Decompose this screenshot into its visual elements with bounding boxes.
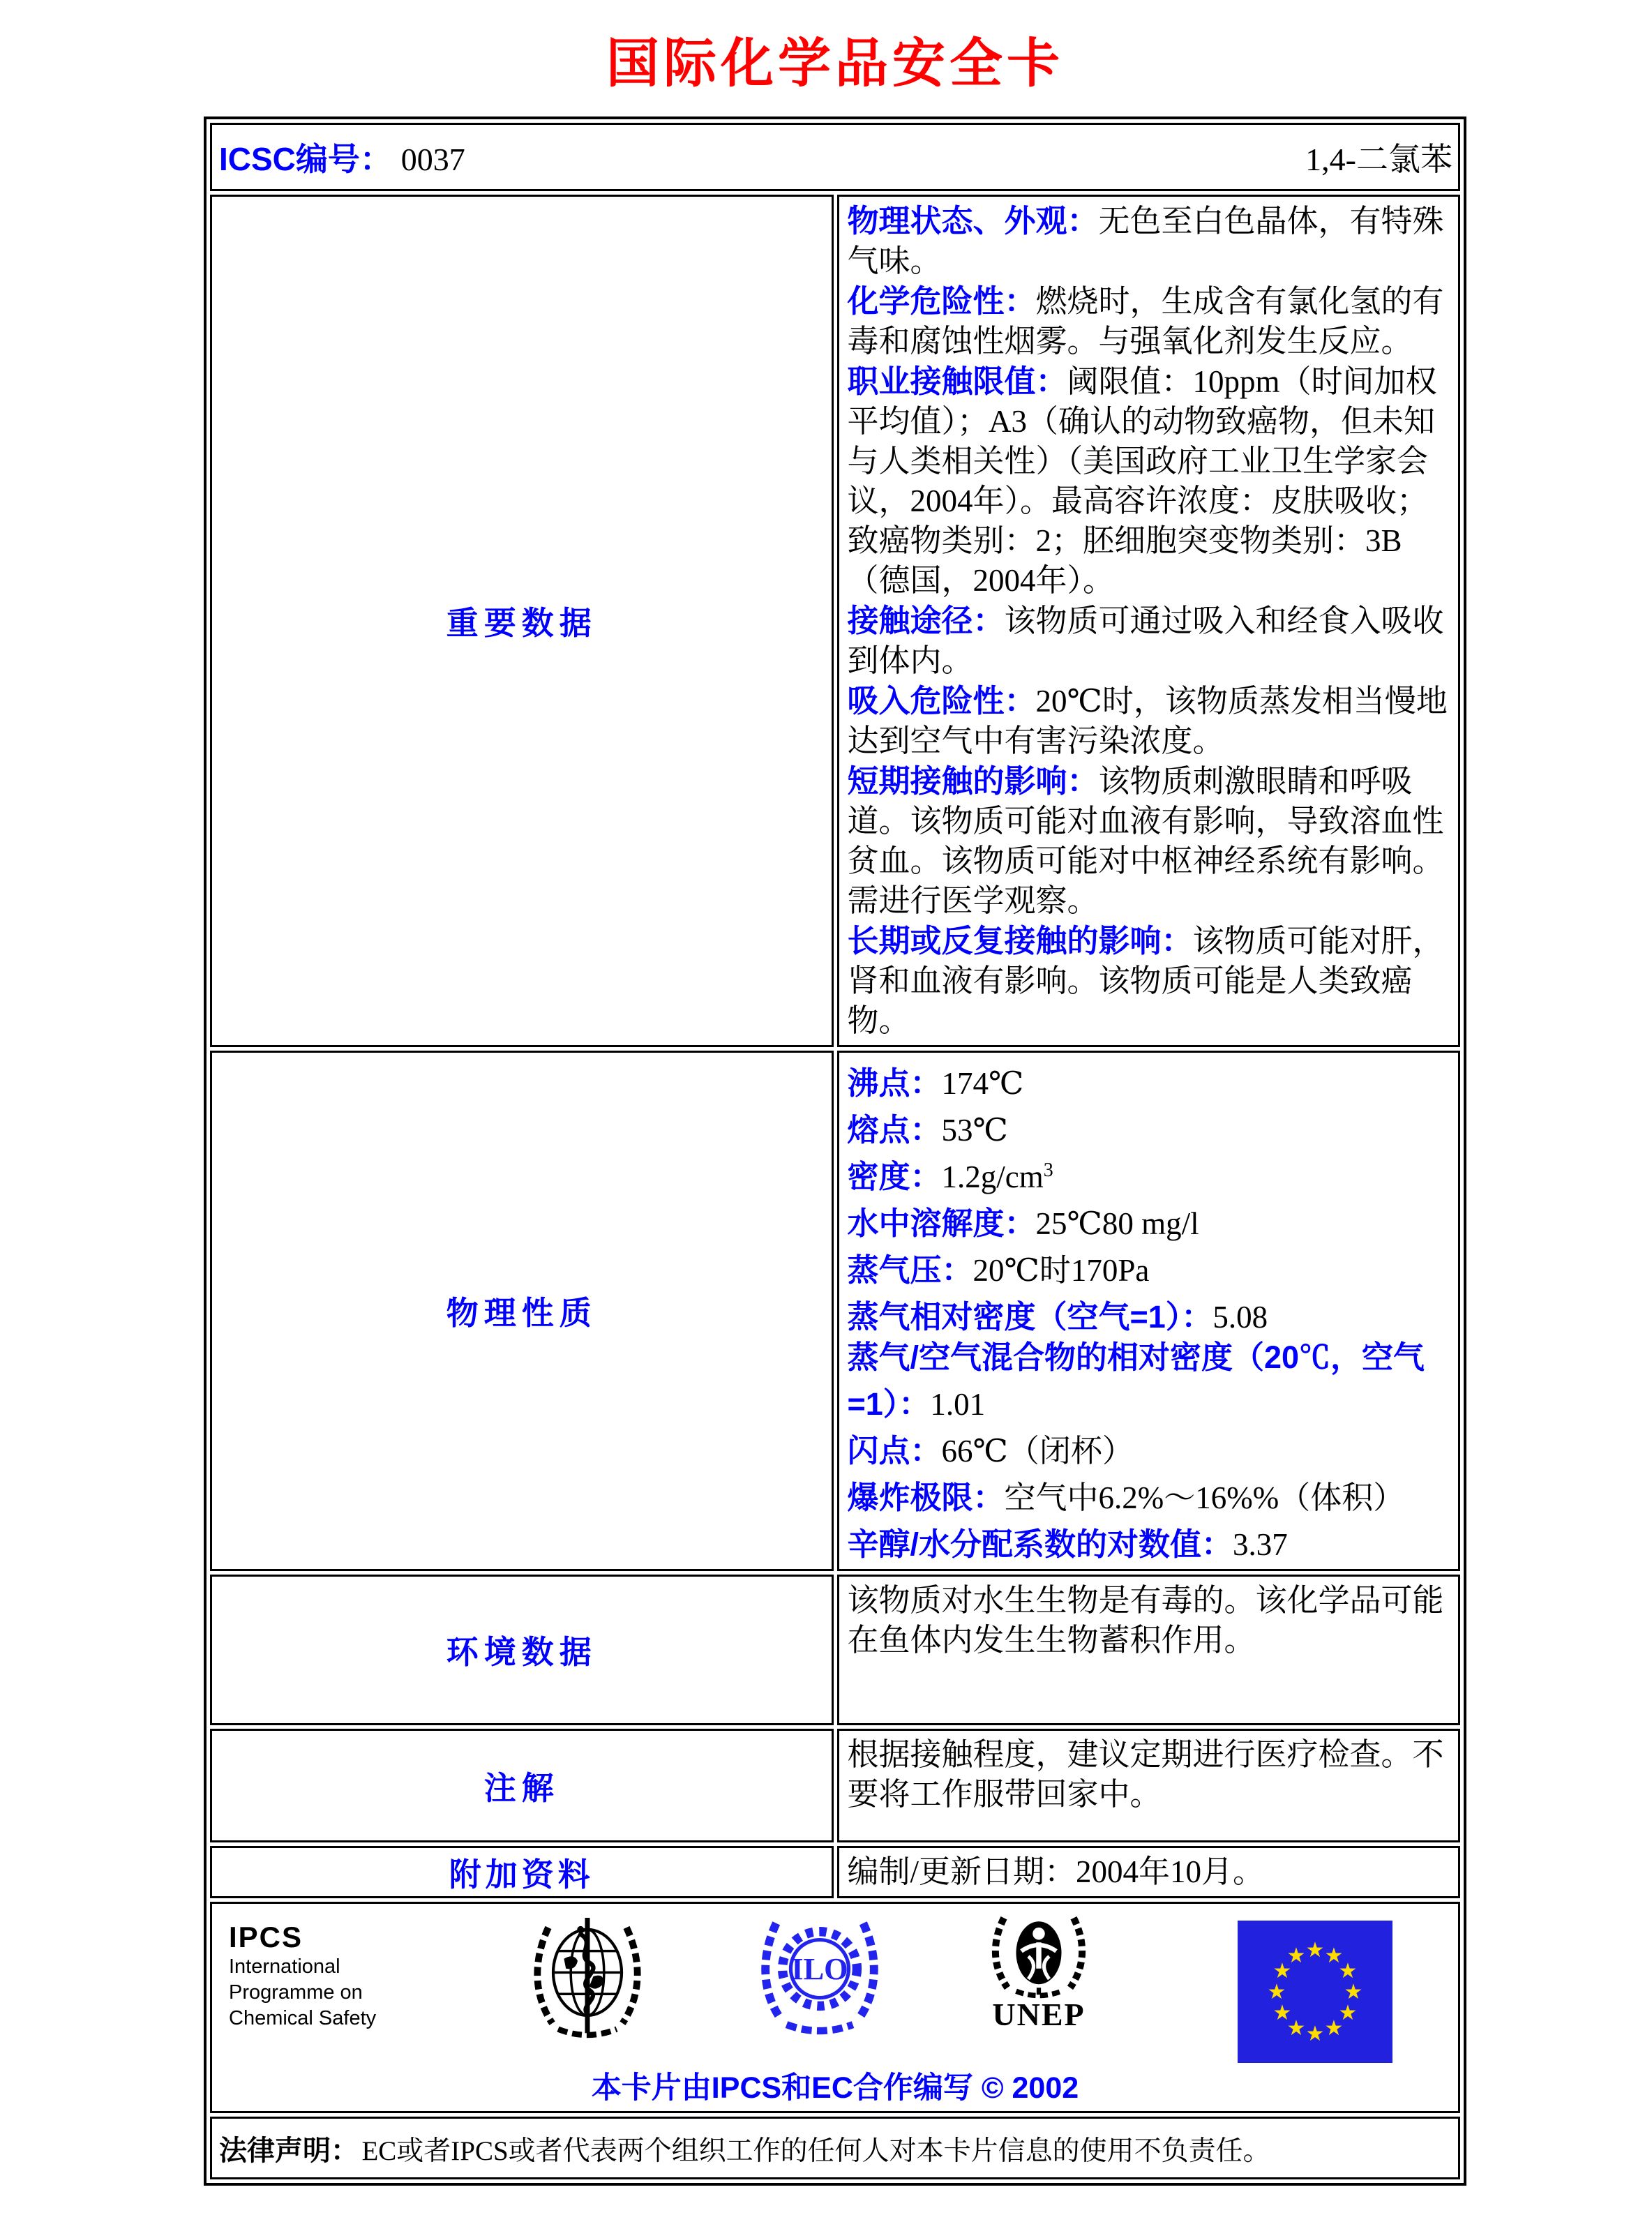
field-value: 燃烧时，生成含有氯化氢的有毒和腐蚀性烟雾。与强氧化剂发生反应。 — [847, 284, 1444, 359]
unep-wordmark: UNEP — [992, 1997, 1086, 2032]
unep-logo-icon — [986, 1911, 1091, 2033]
field-label: 蒸气/空气混合物的相对密度（20℃，空气=1）： — [847, 1339, 1425, 1422]
ipcs-line1: International — [229, 1955, 340, 1978]
ipcs-line2: Programme on — [229, 1981, 363, 2004]
field-label: 闪点： — [847, 1433, 942, 1469]
field-label: 蒸气压： — [847, 1252, 973, 1288]
field-value: 20℃时170Pa — [973, 1253, 1150, 1288]
legal-label: 法律声明： — [219, 2135, 359, 2166]
field-value: 空气中6.2%～16%%（体积） — [1004, 1480, 1405, 1515]
legal-row — [210, 2117, 1460, 2179]
physical-item — [848, 1197, 1449, 1244]
field-value: 该物质刺激眼睛和呼吸道。该物质可能对血液有影响，导致溶血性贫血。该物质可能对中枢神经系统有影响。需进行医学观察。 — [847, 764, 1444, 918]
row-label-important-data: 重要数据 — [210, 195, 834, 1047]
physical-item — [848, 1150, 1449, 1197]
svg-text:★: ★ — [1305, 2022, 1325, 2046]
notes-row — [210, 1729, 1460, 1842]
physical-properties-content — [837, 1051, 1461, 1571]
physical-item — [848, 1337, 1449, 1425]
ipcs-line3: Chemical Safety — [229, 2007, 377, 2029]
field-value: 20℃时，该物质蒸发相当慢地达到空气中有害污染浓度。 — [847, 684, 1448, 758]
svg-text:★: ★ — [1338, 2001, 1358, 2025]
physical-item — [848, 1425, 1449, 1471]
row-label-notes: 注解 — [210, 1729, 834, 1842]
ilo-monogram: ILO — [791, 1951, 848, 1986]
field-value: 1.01 — [930, 1387, 986, 1422]
caption-copyright: © 2002 — [981, 2071, 1079, 2105]
important-item — [848, 361, 1449, 601]
svg-text:★: ★ — [1272, 2001, 1292, 2025]
physical-item — [848, 1291, 1449, 1337]
physical-item — [848, 1057, 1449, 1104]
field-value: 174℃ — [941, 1066, 1024, 1101]
field-label: 水中溶解度： — [847, 1206, 1036, 1241]
important-item — [848, 921, 1449, 1041]
field-value: 25℃80 mg/l — [1035, 1206, 1199, 1241]
field-label: 沸点： — [847, 1065, 942, 1101]
field-label: 职业接触限值： — [847, 363, 1067, 399]
row-label-physical-properties: 物理性质 — [210, 1051, 834, 1571]
field-value: 66℃（闭杯） — [941, 1434, 1134, 1469]
physical-item — [848, 1104, 1449, 1150]
icsc-number-label: ICSC编号： — [219, 141, 392, 177]
physical-properties-row — [210, 1051, 1460, 1571]
eu-flag-icon — [1238, 1921, 1392, 2063]
icsc-number-group — [219, 134, 465, 180]
important-item — [848, 681, 1449, 761]
chemical-name: 1,4-二氯苯 — [1305, 142, 1452, 177]
ilo-logo-icon — [758, 1911, 882, 2035]
svg-text:★: ★ — [1305, 1938, 1325, 1962]
legal-cell — [210, 2117, 1460, 2179]
important-data-row — [210, 195, 1460, 1047]
physical-item — [848, 1244, 1449, 1291]
important-item — [848, 281, 1449, 361]
field-value: 5.08 — [1212, 1300, 1268, 1335]
physical-item — [848, 1471, 1449, 1518]
notes-content: 根据接触程度，建议定期进行医疗检查。不要将工作服带回家中。 — [837, 1729, 1461, 1842]
field-value: 3.37 — [1233, 1527, 1288, 1562]
footer-caption — [218, 2064, 1452, 2107]
environmental-data-row — [210, 1575, 1460, 1725]
svg-text:★: ★ — [1324, 1944, 1344, 1968]
field-label: 物理状态、外观： — [847, 203, 1099, 239]
field-value: 该物质可能对肝，肾和血液有影响。该物质可能是人类致癌物。 — [847, 924, 1444, 1038]
field-superscript: 3 — [1043, 1159, 1053, 1181]
field-label: 化学危险性： — [847, 283, 1036, 319]
field-label: 长期或反复接触的影响： — [847, 923, 1193, 959]
svg-text:★: ★ — [1286, 1944, 1306, 1968]
card-header-cell — [210, 123, 1460, 191]
caption-text: 本卡片由IPCS和EC合作编写 — [591, 2071, 973, 2105]
field-value: 无色至白色晶体，有特殊气味。 — [847, 204, 1444, 278]
who-logo-icon — [529, 1911, 646, 2042]
svg-text:★: ★ — [1338, 1959, 1358, 1983]
legal-text: EC或者IPCS或者代表两个组织工作的任何人对本卡片信息的使用不负责任。 — [361, 2135, 1270, 2166]
important-item — [848, 601, 1449, 681]
svg-text:★: ★ — [1267, 1980, 1286, 2004]
svg-text:★: ★ — [1324, 2016, 1344, 2041]
svg-text:★: ★ — [1286, 2016, 1306, 2041]
svg-text:★: ★ — [1344, 1980, 1363, 2004]
field-label: 熔点： — [847, 1112, 942, 1148]
row-label-environmental-data: 环境数据 — [210, 1575, 834, 1725]
field-label: 辛醇/水分配系数的对数值： — [847, 1526, 1233, 1562]
page-title: 国际化学品安全卡 — [606, 35, 1064, 93]
svg-text:★: ★ — [1272, 1959, 1292, 1983]
important-data-content — [837, 195, 1461, 1047]
field-label: 短期接触的影响： — [847, 763, 1099, 799]
important-item — [848, 201, 1449, 281]
ipcs-text-block — [218, 1911, 459, 2032]
logos-cell — [210, 1902, 1460, 2113]
field-label: 蒸气相对密度（空气=1）： — [847, 1299, 1213, 1335]
additional-info-content: 编制/更新日期：2004年10月。 — [837, 1846, 1461, 1898]
field-value: 阈限值：10ppm（时间加权平均值）；A3（确认的动物致癌物，但未知与人类相关性）（美国政府工业卫生学家会议，2004年）。最高容许浓度：皮肤吸收；致癌物类别：2；胚细胞突变物类别：3B（德国，2004年）。 — [847, 364, 1437, 598]
field-label: 爆炸极限： — [847, 1480, 1005, 1515]
icsc-card-table — [204, 117, 1466, 2186]
row-label-additional-info: 附加资料 — [210, 1846, 834, 1898]
environmental-data-content: 该物质对水生生物是有毒的。该化学品可能在鱼体内发生生物蓄积作用。 — [837, 1575, 1461, 1725]
field-value: 该物质可通过吸入和经食入吸收到体内。 — [847, 603, 1444, 678]
icsc-number-value: 0037 — [400, 142, 465, 177]
physical-item — [848, 1518, 1449, 1565]
field-label: 接触途径： — [847, 603, 1005, 638]
field-label: 吸入危险性： — [847, 683, 1036, 719]
card-header-row — [210, 123, 1460, 191]
field-label: 密度： — [847, 1159, 942, 1194]
important-item — [848, 761, 1449, 921]
additional-info-row — [210, 1846, 1460, 1898]
logos-strip — [218, 1911, 1452, 2063]
field-value: 53℃ — [941, 1113, 1008, 1148]
field-value: 1.2g/cm — [941, 1159, 1044, 1194]
logos-row — [210, 1902, 1460, 2113]
ipcs-acronym: IPCS — [229, 1921, 303, 1953]
